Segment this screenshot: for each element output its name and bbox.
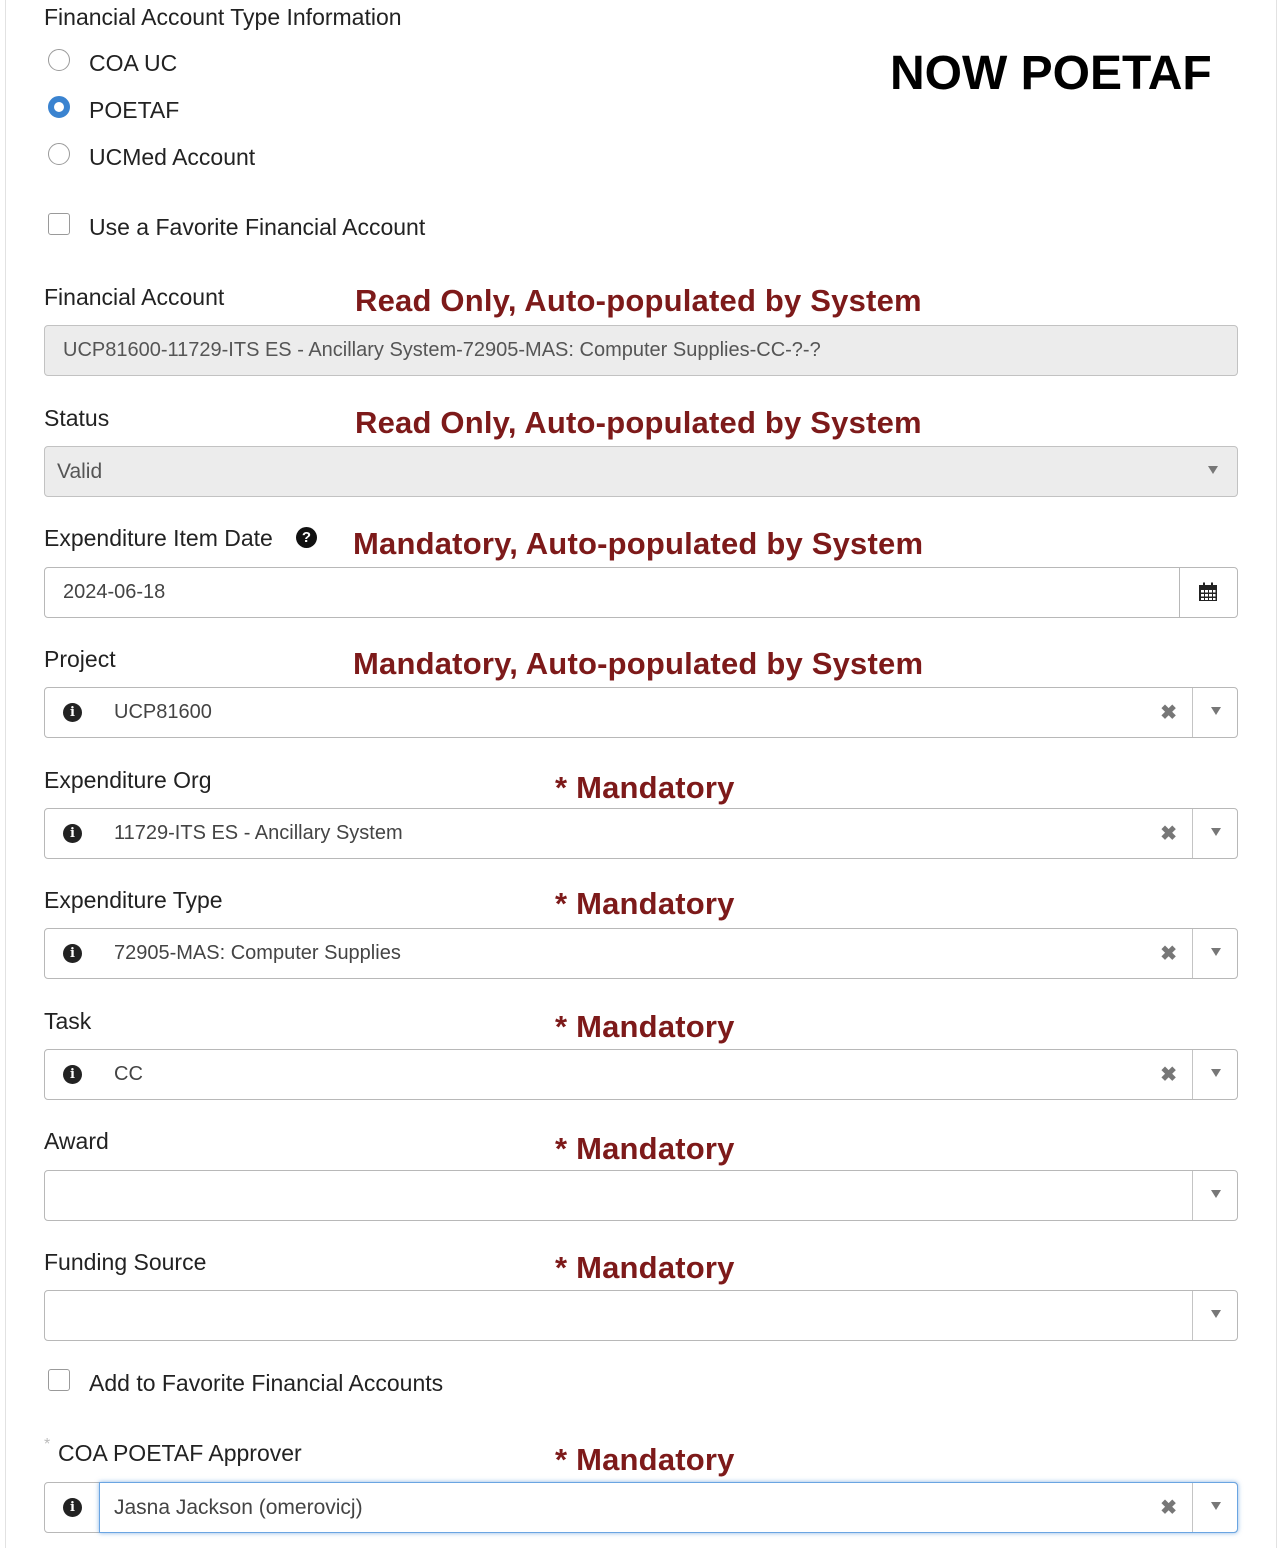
radio-poetaf[interactable] xyxy=(48,96,70,118)
expenditure-item-date-value: 2024-06-18 xyxy=(63,581,166,603)
expenditure-item-date-note: Mandatory, Auto-populated by System xyxy=(353,526,924,561)
chevron-down-icon[interactable] xyxy=(1211,1310,1221,1318)
dropdown-separator xyxy=(1192,1050,1193,1099)
info-icon: i xyxy=(63,703,82,722)
expenditure-org-note: * Mandatory xyxy=(555,770,735,805)
use-favorite-label: Use a Favorite Financial Account xyxy=(89,214,426,240)
clear-icon[interactable]: ✖ xyxy=(1160,823,1177,845)
dropdown-separator xyxy=(1192,809,1193,858)
chevron-down-icon[interactable] xyxy=(1211,707,1221,715)
use-favorite-checkbox[interactable] xyxy=(48,213,70,235)
chevron-down-icon[interactable] xyxy=(1211,828,1221,836)
task-value: CC xyxy=(114,1063,143,1085)
chevron-down-icon[interactable] xyxy=(1211,1190,1221,1198)
approver-note: * Mandatory xyxy=(555,1442,735,1477)
info-icon: i xyxy=(63,944,82,963)
chevron-down-icon xyxy=(1208,466,1218,474)
dropdown-separator xyxy=(1192,688,1193,737)
radio-label-coa-uc: COA UC xyxy=(89,50,178,76)
award-select[interactable] xyxy=(44,1170,1238,1221)
expenditure-type-value: 72905-MAS: Computer Supplies xyxy=(114,942,401,964)
expenditure-org-label: Expenditure Org xyxy=(44,767,212,793)
expenditure-type-select[interactable] xyxy=(44,928,1238,979)
clear-icon[interactable]: ✖ xyxy=(1160,943,1177,965)
funding-source-select[interactable] xyxy=(44,1290,1238,1341)
now-poetaf-banner: NOW POETAF xyxy=(890,47,1212,100)
approver-select[interactable] xyxy=(44,1482,1238,1533)
approver-label: COA POETAF Approver xyxy=(58,1440,302,1466)
status-label: Status xyxy=(44,405,110,431)
status-value: Valid xyxy=(57,460,103,483)
expenditure-org-select[interactable] xyxy=(44,808,1238,859)
award-label: Award xyxy=(44,1128,109,1154)
expenditure-type-label: Expenditure Type xyxy=(44,887,223,913)
dropdown-separator xyxy=(1192,1483,1193,1532)
dropdown-separator xyxy=(1192,1171,1193,1220)
calendar-button[interactable] xyxy=(1179,568,1237,617)
info-icon: i xyxy=(63,1065,82,1084)
dropdown-separator xyxy=(1192,929,1193,978)
radio-ucmed-account[interactable] xyxy=(48,143,70,165)
financial-account-field xyxy=(44,325,1238,376)
task-select[interactable] xyxy=(44,1049,1238,1100)
financial-account-note: Read Only, Auto-populated by System xyxy=(355,283,922,318)
dropdown-separator xyxy=(1192,1291,1193,1340)
funding-source-label: Funding Source xyxy=(44,1249,207,1275)
radio-label-poetaf: POETAF xyxy=(89,97,180,123)
add-favorite-checkbox[interactable] xyxy=(48,1369,70,1391)
award-note: * Mandatory xyxy=(555,1131,735,1166)
expenditure-item-date-input[interactable] xyxy=(44,567,1238,618)
project-select[interactable] xyxy=(44,687,1238,738)
required-asterisk: * xyxy=(44,1436,51,1453)
expenditure-type-note: * Mandatory xyxy=(555,886,735,921)
clear-icon[interactable]: ✖ xyxy=(1160,1064,1177,1086)
expenditure-item-date-label: Expenditure Item Date xyxy=(44,525,273,551)
clear-icon[interactable]: ✖ xyxy=(1160,702,1177,724)
info-icon: i xyxy=(63,824,82,843)
status-select xyxy=(44,446,1238,497)
radio-coa-uc[interactable] xyxy=(48,49,70,71)
project-label: Project xyxy=(44,646,116,672)
task-note: * Mandatory xyxy=(555,1009,735,1044)
task-label: Task xyxy=(44,1008,92,1034)
status-note: Read Only, Auto-populated by System xyxy=(355,405,922,440)
approver-value: Jasna Jackson (omerovicj) xyxy=(114,1496,363,1519)
expenditure-org-value: 11729-ITS ES - Ancillary System xyxy=(114,822,403,844)
radio-label-ucmed-account: UCMed Account xyxy=(89,144,256,170)
clear-icon[interactable]: ✖ xyxy=(1160,1497,1177,1519)
section-title: Financial Account Type Information xyxy=(44,4,402,30)
chevron-down-icon[interactable] xyxy=(1211,1069,1221,1077)
project-note: Mandatory, Auto-populated by System xyxy=(353,646,924,681)
info-icon: i xyxy=(63,1498,82,1517)
financial-account-label: Financial Account xyxy=(44,284,225,310)
funding-source-note: * Mandatory xyxy=(555,1250,735,1285)
project-value: UCP81600 xyxy=(114,701,212,723)
calendar-icon xyxy=(1198,582,1218,602)
financial-account-value: UCP81600-11729-ITS ES - Ancillary System-72905-MAS: Computer Supplies-CC-?-? xyxy=(63,339,821,361)
question-circle-icon[interactable]: ? xyxy=(296,527,317,548)
add-favorite-label: Add to Favorite Financial Accounts xyxy=(89,1370,444,1396)
chevron-down-icon[interactable] xyxy=(1211,948,1221,956)
chevron-down-icon[interactable] xyxy=(1211,1502,1221,1510)
